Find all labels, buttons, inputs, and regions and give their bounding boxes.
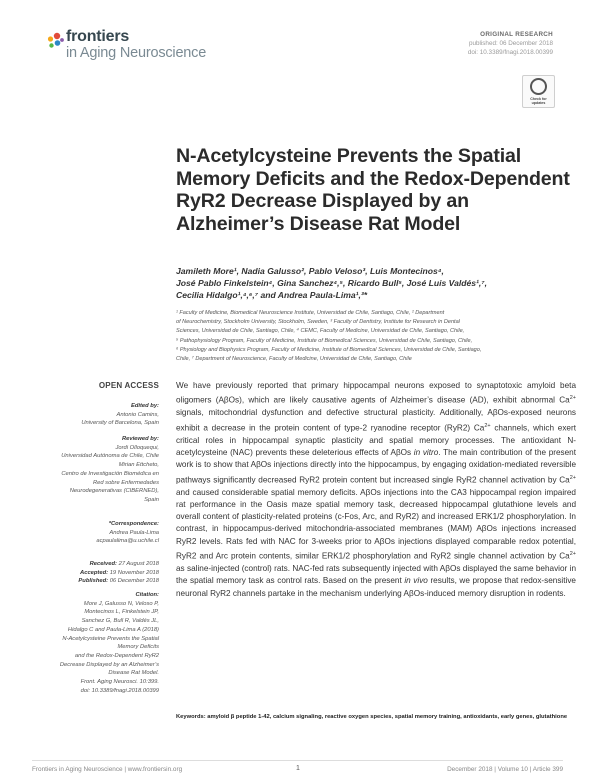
superscript: 2+ <box>569 395 576 402</box>
correspondence-email[interactable]: acpaulalima@u.uchile.cl <box>96 538 159 545</box>
author-line: José Pablo Finkelstein⁴, Gina Sanchez⁴,⁵, Ricardo Bull⁵, José Luis Valdés¹,⁷, <box>176 277 487 288</box>
badge-line-1: Check for <box>530 97 547 101</box>
citation-line: and the Redox-Dependent RyR2 <box>74 652 159 659</box>
abstract-text: and caused considerable spatial memory deficits. AβOs injections into the CA3 hippocampal region impaired rat performance in the Oasis maze spatial memory task, decreased hippocampal glutathione levels and overall content of plasticity-related proteins (c-Fos, Arc, and RyR2) and increased ERK1/2 phosphorylation. In contrast, in hippocampus-derived mitochondria-associated membranes (MAM) AβOs injections increased RyR2 levels. Rats fed with NAC for 3-weeks prior to AβOs injections displayed comparable redox potential, RyR2 and Arc protein contents, similar ERK1/2 phosphorylation and RyR2 single channel activation by Ca <box>176 487 576 561</box>
page-number: 1 <box>296 765 300 772</box>
check-for-updates-badge[interactable] <box>522 75 555 108</box>
citation-line: Front. Aging Neurosci. 10:399. <box>80 679 159 686</box>
frontiers-logo-icon <box>45 31 65 51</box>
footer-journal[interactable]: Frontiers in Aging Neuroscience | www.frontiersin.org <box>32 766 183 773</box>
reviewer-line: Mirian Ettcheto, <box>118 462 159 469</box>
article-meta <box>468 30 553 57</box>
citation-line: N-Acetylcysteine Prevents the Spatial <box>62 635 159 642</box>
article-title: N-Acetylcysteine Prevents the Spatial Memory Deficits and the Redox-Dependent RyR2 Decrease Displayed by an Alzheimer’s Disease Rat Model <box>176 145 570 236</box>
received-date: 27 August 2018 <box>118 561 159 567</box>
published-date: published: 06 December 2018 <box>468 40 553 47</box>
affiliation-line: ⁵ Pathophysiology Program, Faculty of Medicine, Institute of Biomedical Sciences, Universidad de Chile, Santiago, Chile, <box>176 337 473 344</box>
brand-name: frontiers <box>66 28 130 45</box>
abstract-text: as saline-injected (control) rats. NAC-fed rats subsequently injected with AβOs displayed the same behavior in the spatial memory task as control rats. Based on the present <box>176 564 576 586</box>
citation-line: Hidalgo C and Paula-Lima A (2018) <box>67 626 159 633</box>
reviewer-line: Red sobre Enfermedades <box>92 479 159 486</box>
received-label: Received: <box>89 561 117 567</box>
citation-line: Sanchez G, Bull R, Valdés JL, <box>81 618 159 625</box>
doi-link[interactable]: doi: 10.3389/fnagi.2018.00399 <box>467 49 553 56</box>
edited-by-label: Edited by: <box>130 403 159 409</box>
editor-line: University of Barcelona, Spain <box>81 420 159 427</box>
published-label: Published: <box>78 578 109 585</box>
affiliation-line: of Neurochemistry, Stockholm University, Stockholm, Sweden, ³ Faculty of Dentistry, Institute for Research in Dental <box>176 319 460 326</box>
reviewer-line: Spain <box>144 496 159 503</box>
abstract-text: . The main contribution of the present work is to show that AβOs injections directly into the hippocampus, by engaging oxidation-mediated reversible pathways significantly decreased RyR2 protein content but increased single RyR2 channel activation by Ca <box>176 447 576 485</box>
open-access-label: OPEN ACCESS <box>98 381 159 390</box>
keywords-label: Keywords: <box>176 714 206 720</box>
edited-by-section <box>25 402 159 428</box>
superscript: 2+ <box>569 551 576 558</box>
correspondence-section <box>25 520 159 546</box>
author-line: Cecilia Hidalgo¹,⁴,⁶,⁷ and Andrea Paula-Lima¹,³* <box>176 289 368 300</box>
abstract-text: We have previously reported that primary hippocampal neurons exposed to synaptotoxic amyloid beta oligomers (AβOs), which are likely causative agents of Alzheimer’s disease (AD), exhibit abnormal Ca <box>176 381 576 406</box>
abstract-text: signals, mitochondrial dysfunction and defective structural plasticity. Additionally, AβOs-exposed neurons exhibit a decrease in the protein content of type-2 ryanodine receptor (RyR2) Ca <box>176 408 576 433</box>
reviewer-line: Neurodegenerativas (CIBERNED), <box>69 488 159 495</box>
affiliations <box>176 309 574 364</box>
keywords <box>176 713 576 722</box>
affiliation-line: Chile, ⁷ Department of Neuroscience, Faculty of Medicine, Universidad de Chile, Santiago, Chile <box>176 356 412 363</box>
reviewer-line: Universidad Autónoma de Chile, Chile <box>61 453 159 460</box>
author-list <box>176 266 566 301</box>
published-date-side: 06 December 2018 <box>109 578 159 585</box>
citation-line: Disease Rat Model. <box>108 670 159 677</box>
citation-line: Montecinos L, Finkelstein JP, <box>84 609 159 616</box>
dates-section <box>25 560 159 586</box>
keywords-text: amyloid β peptide 1-42, calcium signaling, reactive oxygen species, spatial memory training, antioxidants, early genes, glutathione <box>205 714 568 720</box>
footer-issue: December 2018 | Volume 10 | Article 399 <box>447 766 563 773</box>
abstract-text: channels, which exert critical roles in hippocampal synaptic plasticity and spatial memory processes. The antioxidant N-acetylcysteine (NAC) prevents these deleterious effects of AβOs <box>176 423 576 457</box>
citation-line: doi: 10.3389/fnagi.2018.00399 <box>80 687 159 694</box>
accepted-label: Accepted: <box>80 569 109 576</box>
author-line: Jamileth More¹, Nadia Galusso², Pablo Veloso³, Luis Montecinos⁴, <box>176 266 444 276</box>
superscript: 2+ <box>484 422 491 429</box>
citation-label: Citation: <box>135 592 159 598</box>
superscript: 2+ <box>569 474 576 481</box>
italic-text: in vitro <box>413 447 439 457</box>
check-updates-icon <box>530 78 547 95</box>
reviewed-by-label: Reviewed by: <box>121 436 159 442</box>
journal-name: in Aging Neuroscience <box>66 45 207 61</box>
reviewer-line: Jordi Olloquequi, <box>115 444 159 451</box>
abstract-text: results, we propose that redox-sensitive neuronal RyR2 channels partake in the mechanism underlying AβOs-induced memory disruption in rodents. <box>176 576 576 598</box>
accepted-date: 19 November 2018 <box>109 569 159 576</box>
affiliation-line: ⁶ Physiology and Biophysics Program, Faculty of Medicine, Institute of Biomedical Sciences, Universidad de Chile, Santiago, <box>176 346 482 353</box>
reviewer-line: Centro de Investigación Biomédica en <box>61 470 159 477</box>
citation-section <box>25 591 159 695</box>
correspondence-name: Andrea Paula-Lima <box>109 529 159 536</box>
footer-divider <box>32 760 563 761</box>
editor-line: Antonio Camins, <box>116 411 159 418</box>
citation-line: Memory Deficits <box>117 644 159 651</box>
citation-line: More J, Galusso N, Veloso P, <box>83 600 159 607</box>
italic-text: in vivo <box>404 576 428 586</box>
affiliation-line: ¹ Faculty of Medicine, Biomedical Neuroscience Institute, Universidad de Chile, Santiago, Chile, ² Department <box>176 310 445 316</box>
badge-line-2: updates <box>531 101 546 105</box>
abstract <box>176 380 576 600</box>
affiliation-line: Sciences, Universidad de Chile, Santiago, Chile, ⁴ CEMC, Faculty of Medicine, Universidad de Chile, Santiago, Chile, <box>176 328 465 335</box>
correspondence-label: *Correspondence: <box>108 521 159 527</box>
article-type: ORIGINAL RESEARCH <box>480 31 553 38</box>
reviewed-by-section <box>25 435 159 505</box>
citation-line: Decrease Displayed by an Alzheimer’s <box>59 661 159 668</box>
